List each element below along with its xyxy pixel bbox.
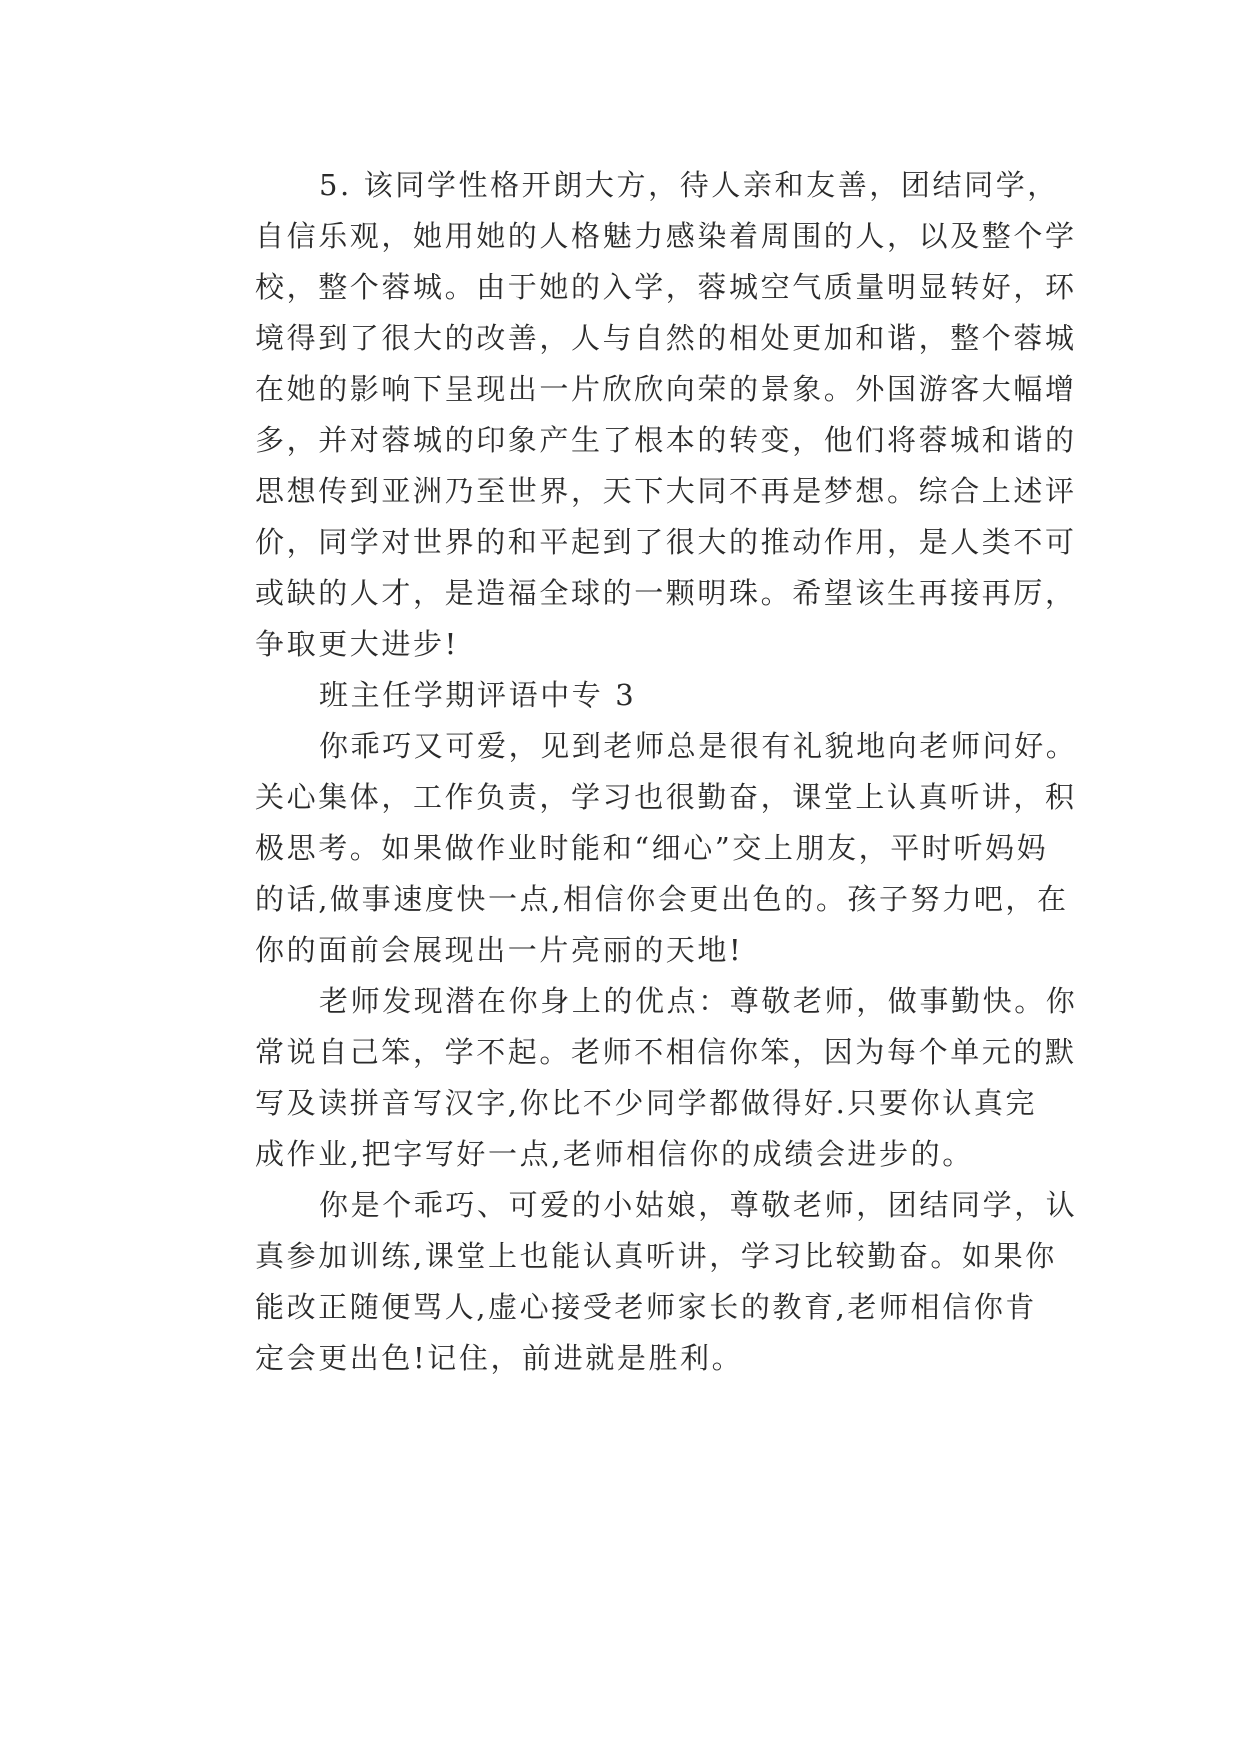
text-line: 常说自己笨，学不起。老师不相信你笨，因为每个单元的默 bbox=[255, 1035, 1077, 1069]
text-line: 在她的影响下呈现出一片欣欣向荣的景象。外国游客大幅增 bbox=[255, 372, 1077, 406]
paragraph-comment-3 bbox=[191, 1180, 1078, 1384]
text-line: 境得到了很大的改善，人与自然的相处更加和谐，整个蓉城 bbox=[255, 321, 1077, 355]
section-heading bbox=[191, 670, 1051, 721]
text-line: 能改正随便骂人,虚心接受老师家长的教育,老师相信你肯 bbox=[255, 1290, 1038, 1324]
text-line: 你的面前会展现出一片亮丽的天地! bbox=[255, 933, 744, 967]
text-line: 多，并对蓉城的印象产生了根本的转变，他们将蓉城和谐的 bbox=[255, 423, 1077, 457]
document-body bbox=[191, 160, 1078, 1384]
heading-line: 班主任学期评语中专 3 bbox=[319, 678, 637, 712]
text-line: 的话,做事速度快一点,相信你会更出色的。孩子努力吧，在 bbox=[255, 882, 1069, 916]
text-line: 5. 该同学性格开朗大方，待人亲和友善，团结同学， bbox=[319, 168, 1059, 202]
text-line: 写及读拼音写汉字,你比不少同学都做得好.只要你认真完 bbox=[255, 1086, 1038, 1120]
text-line: 关心集体，工作负责，学习也很勤奋，课堂上认真听讲，积 bbox=[255, 780, 1077, 814]
text-line: 校，整个蓉城。由于她的入学，蓉城空气质量明显转好，环 bbox=[255, 270, 1077, 304]
text-line: 你乖巧又可爱，见到老师总是很有礼貌地向老师问好。 bbox=[319, 729, 1078, 763]
text-line: 你是个乖巧、可爱的小姑娘，尊敬老师，团结同学，认 bbox=[319, 1188, 1078, 1222]
text-line: 成作业,把字写好一点,老师相信你的成绩会进步的。 bbox=[255, 1137, 974, 1171]
paragraph-comment-1 bbox=[191, 721, 1078, 976]
text-line: 真参加训练,课堂上也能认真听讲，学习比较勤奋。如果你 bbox=[255, 1239, 1057, 1273]
text-line: 争取更大进步! bbox=[255, 627, 459, 661]
paragraph-comment-2 bbox=[191, 976, 1078, 1180]
text-line: 极思考。如果做作业时能和“细心”交上朋友，平时听妈妈 bbox=[255, 831, 1049, 865]
text-line: 老师发现潜在你身上的优点：尊敬老师，做事勤快。你 bbox=[319, 984, 1078, 1018]
paragraph-evaluation-5 bbox=[191, 160, 1077, 670]
text-line: 思想传到亚洲乃至世界，天下大同不再是梦想。综合上述评 bbox=[255, 474, 1077, 508]
text-line: 自信乐观，她用她的人格魅力感染着周围的人，以及整个学 bbox=[255, 219, 1077, 253]
text-line: 价，同学对世界的和平起到了很大的推动作用，是人类不可 bbox=[255, 525, 1077, 559]
text-line: 或缺的人才，是造福全球的一颗明珠。希望该生再接再厉， bbox=[255, 576, 1077, 610]
text-line: 定会更出色!记住，前进就是胜利。 bbox=[255, 1341, 744, 1375]
